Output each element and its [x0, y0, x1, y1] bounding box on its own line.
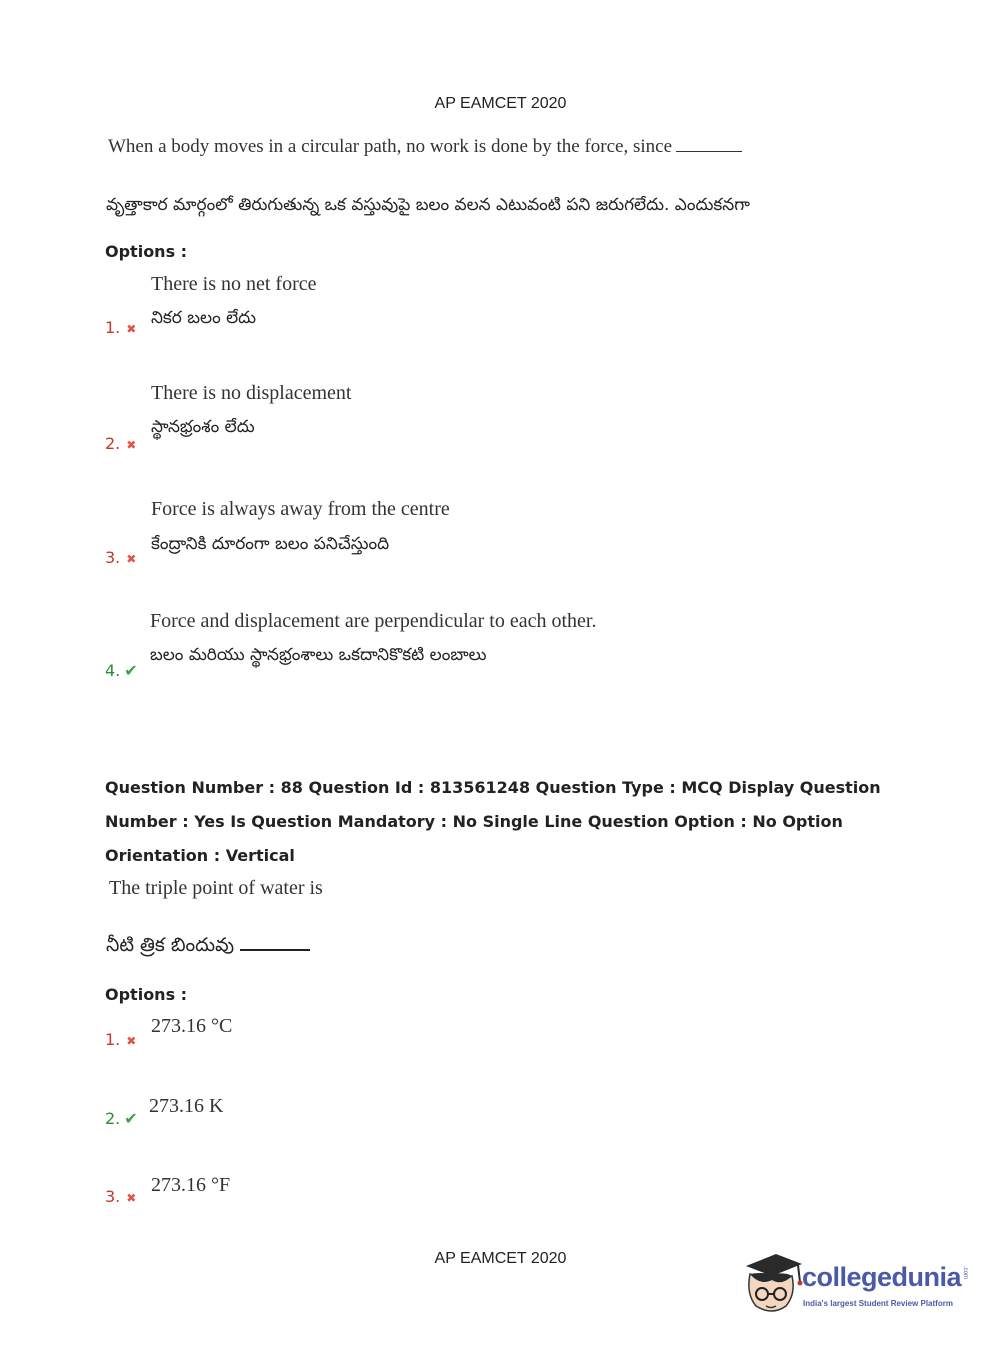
option-number: 2.: [105, 1109, 121, 1128]
cross-icon: ✖: [126, 1034, 137, 1048]
question-2-meta: [105, 771, 881, 873]
check-icon: ✔: [124, 661, 138, 680]
page-footer: AP EAMCET 2020: [434, 1250, 567, 1267]
cross-icon: ✖: [126, 438, 137, 452]
collegedunia-logo[interactable]: [742, 1250, 972, 1320]
option-number: 3.: [105, 548, 121, 567]
answer-blank: [240, 935, 310, 951]
check-icon: ✔: [124, 1109, 138, 1128]
q1-option-4-en: Force and displacement are perpendicular to each other.: [150, 610, 597, 632]
question-2-text-en: The triple point of water is: [109, 877, 323, 899]
q1-option-4-te: బలం మరియు స్థానభ్రంశాలు ఒకదానికొకటి లంబాలు: [150, 645, 487, 665]
options-label-2: Options :: [105, 985, 188, 1004]
meta-line: Question Number : 88 Question Id : 813561248 Question Type : MCQ Display Question: [105, 778, 881, 797]
q2-option-1-marker: [105, 1030, 136, 1049]
q1-option-2-marker: [105, 434, 136, 453]
meta-line: Orientation : Vertical: [105, 846, 295, 865]
q1-option-1-te: నికర బలం లేదు: [151, 308, 257, 328]
q1-option-4-marker: [105, 661, 138, 680]
option-number: 3.: [105, 1187, 121, 1206]
q1-option-3-te: కేంద్రానికి దూరంగా బలం పనిచేస్తుంది: [151, 534, 390, 554]
cross-icon: ✖: [126, 322, 137, 336]
option-number: 1.: [105, 1030, 121, 1049]
q1-option-3-marker: [105, 548, 136, 567]
option-number: 2.: [105, 434, 121, 453]
q2-option-2-en: 273.16 K: [149, 1095, 224, 1117]
question-2-text-te: నీటి త్రిక బిందువు: [106, 934, 310, 961]
question-1-text-en: When a body moves in a circular path, no work is done by the force, since: [108, 136, 742, 158]
q1-option-3-en: Force is always away from the centre: [151, 498, 450, 520]
logo-suffix: .com: [962, 1266, 968, 1280]
options-label-1: Options :: [105, 242, 188, 261]
page-header: AP EAMCET 2020: [434, 95, 567, 112]
cross-icon: ✖: [126, 1191, 137, 1205]
meta-line: Number : Yes Is Question Mandatory : No Single Line Question Option : No Option: [105, 812, 843, 831]
q2-option-2-marker: [105, 1109, 138, 1128]
q2-option-3-marker: [105, 1187, 136, 1206]
q1-option-2-en: There is no displacement: [151, 382, 352, 404]
q2-option-3-en: 273.16 °F: [151, 1174, 231, 1196]
q1-option-2-te: స్థానభ్రంశం లేదు: [151, 417, 255, 437]
answer-blank: [676, 137, 742, 152]
question-1-text-te: వృత్తాకార మార్గంలో తిరుగుతున్న ఒక వస్తువుపై బలం వలన ఎటువంటి పని జరుగలేదు. ఎందుకనగా: [106, 195, 750, 215]
logo-tagline: India's largest Student Review Platform: [803, 1299, 953, 1308]
option-number: 1.: [105, 318, 121, 337]
mascot-icon: [742, 1250, 804, 1316]
logo-wordmark: collegedunia: [802, 1262, 962, 1292]
option-number: 4.: [105, 661, 121, 680]
cross-icon: ✖: [126, 552, 137, 566]
q2-option-1-en: 273.16 °C: [151, 1015, 233, 1037]
q1-option-1-marker: [105, 318, 136, 337]
q1-option-1-en: There is no net force: [151, 273, 317, 295]
